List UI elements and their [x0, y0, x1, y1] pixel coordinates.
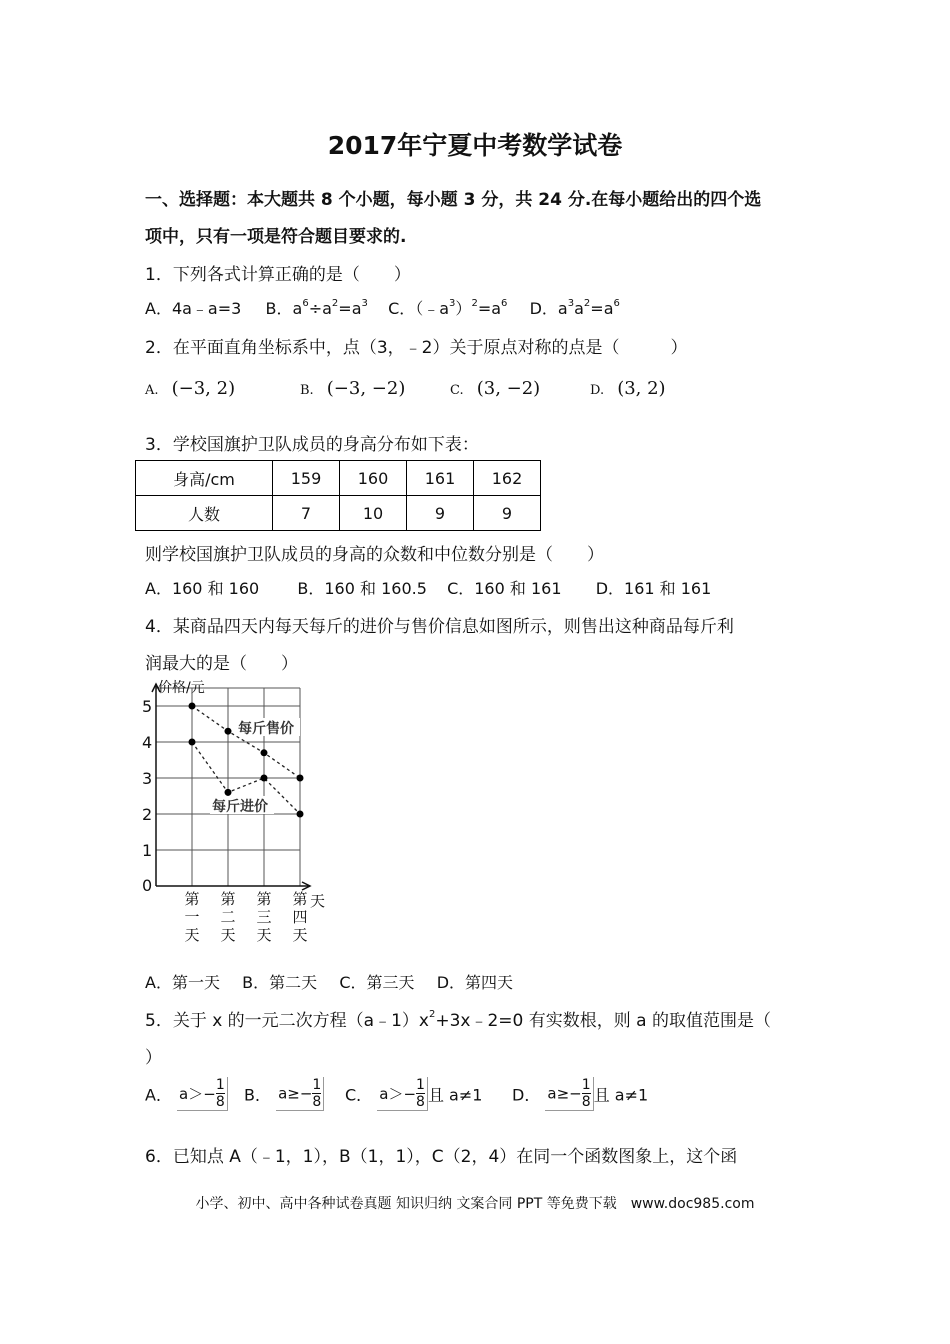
table-cell: 9: [474, 496, 541, 531]
q4-stem-line2: 润最大的是（ ）: [145, 654, 298, 674]
q1-option-c: C．$(﹣a^3)^2=a^6$: [388, 297, 508, 318]
x-tick-label: 天: [292, 926, 308, 944]
q3-option-d: D．161 和 161: [595, 579, 712, 598]
table-cell: 10: [340, 496, 407, 531]
x-tick-label: 四: [292, 908, 308, 926]
x-tick-label: 第: [220, 890, 236, 908]
x-tick-label: 第: [256, 890, 272, 908]
q3-option-b: B．160 和 160.5: [297, 579, 427, 598]
q5-option-a: A． a＞− $\frac{1}{8}$: [145, 1077, 228, 1111]
q3-options: [145, 576, 711, 599]
x-tick-label: 一: [184, 908, 200, 926]
data-point: [297, 811, 304, 818]
page-footer: 小学、初中、高中各种试卷真题 知识归纳 文案合同 PPT 等免费下载 www.doc985.com: [195, 1196, 755, 1212]
section-heading-line1: 一、选择题：本大题共 8 个小题，每小题 3 分，共 24 分.在每小题给出的四个选: [145, 190, 762, 210]
q2-option-c: C. (3, −2): [450, 378, 541, 399]
q1-stem: 1．下列各式计算正确的是（ ）: [145, 265, 411, 285]
data-point: [225, 789, 232, 796]
y-tick-label: 2: [142, 805, 153, 824]
q1-option-d: D．$a^3a^2=a^6$: [529, 297, 620, 318]
table-cell: 身高/cm: [136, 461, 273, 496]
data-point: [189, 739, 196, 746]
data-point: [261, 749, 268, 756]
table-cell: 162: [474, 461, 541, 496]
q2-stem: 2．在平面直角坐标系中，点（3，﹣2）关于原点对称的点是（ ）: [145, 338, 688, 358]
data-point: [297, 775, 304, 782]
table-row: [136, 496, 541, 531]
q3-stem: 3．学校国旗护卫队成员的身高分布如下表：: [145, 435, 479, 455]
x-tick-label: 天: [220, 926, 236, 944]
y-axis-label: 价格/元: [158, 680, 205, 696]
x-tick-label: 第: [292, 890, 308, 908]
table-row: [136, 461, 541, 496]
x-tick-label: 三: [256, 908, 272, 926]
q1-option-a: A．4a﹣a=3: [145, 299, 242, 318]
q1-option-b: B．$a^6\div a^2=a^3$: [265, 297, 368, 318]
series-label-buy: 每斤进价: [212, 799, 268, 815]
y-tick-label: 0: [142, 876, 153, 895]
q2-option-b: B. (−3, −2): [300, 378, 406, 399]
table-cell: 9: [407, 496, 474, 531]
q3-question: 则学校国旗护卫队成员的身高的众数和中位数分别是（ ）: [145, 545, 604, 565]
q4-options: [145, 970, 513, 993]
q5-stem-line2: ）: [145, 1048, 162, 1068]
data-point: [225, 728, 232, 735]
price-chart: [138, 676, 338, 946]
x-tick-label: 天: [256, 926, 272, 944]
height-table: [135, 460, 541, 531]
x-tick-label: 第: [184, 890, 200, 908]
table-cell: 161: [407, 461, 474, 496]
series-label-sell: 每斤售价: [238, 721, 294, 737]
y-tick-label: 4: [142, 733, 153, 752]
q4-option-d: D．第四天: [436, 973, 514, 992]
q5-option-d: D． a≥− $\frac{1}{8}$ 且 a≠1: [512, 1077, 649, 1110]
section-heading-line2: 项中，只有一项是符合题目要求的.: [145, 227, 407, 247]
q5-stem-line1: 5．关于 x 的一元二次方程$(a﹣1)x^2+3x﹣2=0$ 有实数根，则 a 的取值范围是（: [145, 1009, 771, 1031]
y-tick-label: 1: [142, 841, 153, 860]
q2-option-a: A. (−3, 2): [145, 378, 236, 399]
q4-option-a: A．第一天: [145, 973, 220, 992]
data-point: [189, 703, 196, 710]
q5-option-b: B． a≥− $\frac{1}{8}$: [244, 1077, 324, 1111]
table-cell: 7: [273, 496, 340, 531]
y-tick-label: 5: [142, 697, 153, 716]
q6-stem: 6．已知点 A（﹣1，1），B（1，1），C（2，4）在同一个函数图象上，这个函: [145, 1147, 738, 1167]
q3-option-c: C．160 和 161: [447, 579, 562, 598]
q4-option-c: C．第三天: [339, 973, 415, 992]
q2-option-d: D. (3, 2): [590, 378, 666, 399]
y-tick-label: 3: [142, 769, 153, 788]
x-tick-label: 天: [184, 926, 200, 944]
q1-options: [145, 296, 620, 319]
table-cell: 人数: [136, 496, 273, 531]
table-cell: 159: [273, 461, 340, 496]
q4-option-b: B．第二天: [242, 973, 318, 992]
x-axis-label: 天: [310, 892, 326, 910]
q3-option-a: A．160 和 160: [145, 579, 260, 598]
q4-stem-line1: 4．某商品四天内每天每斤的进价与售价信息如图所示，则售出这种商品每斤利: [145, 617, 734, 637]
x-tick-label: 二: [220, 908, 236, 926]
page-title: 2017年宁夏中考数学试卷: [327, 131, 623, 160]
table-cell: 160: [340, 461, 407, 496]
q5-option-c: C． a＞− $\frac{1}{8}$ 且 a≠1: [345, 1077, 483, 1110]
data-point: [261, 775, 268, 782]
